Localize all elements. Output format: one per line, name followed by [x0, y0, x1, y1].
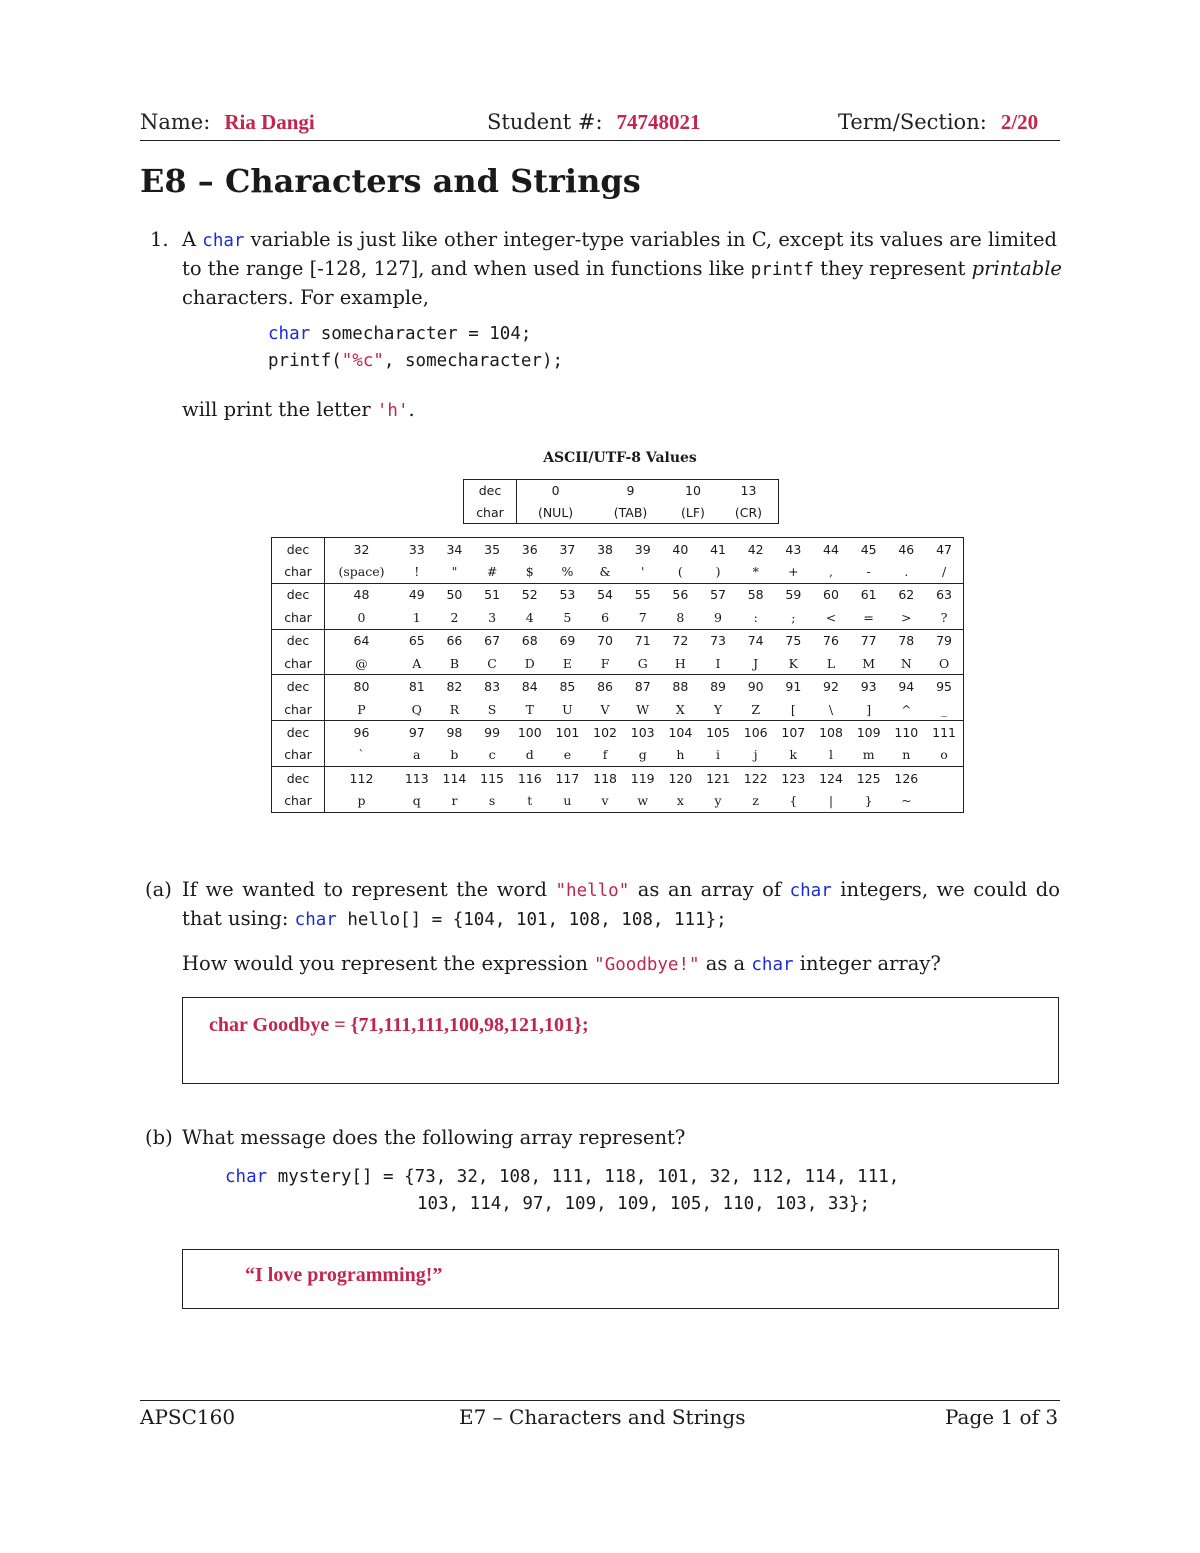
ascii-char-cell: /	[941, 564, 947, 580]
ascii-char-cell: O	[938, 655, 950, 671]
ascii-char-cell: G	[637, 655, 648, 671]
ascii-char-cell: J	[753, 655, 759, 671]
ascii-dec-cell: 114	[436, 767, 474, 790]
ascii-char-cell: \	[828, 701, 834, 717]
ascii-dec-cell: 58	[737, 583, 775, 606]
control-char-table	[463, 479, 779, 524]
table-dec-label: dec	[464, 480, 517, 502]
ascii-dec-cell: 120	[662, 767, 700, 790]
ascii-dec-cell: 90	[737, 675, 775, 698]
ascii-char-cell: {	[789, 793, 798, 809]
qa-text-part: If we wanted to represent the word	[182, 878, 556, 901]
ascii-dec-cell: 112	[325, 767, 398, 790]
ascii-char-cell: f	[602, 747, 608, 763]
ascii-dec-cell: 76	[812, 629, 850, 652]
ascii-char-cell: ,	[829, 564, 833, 580]
ascii-char-cell: ]	[866, 701, 872, 717]
ascii-char-cell: A	[412, 655, 422, 671]
ascii-char-cell: i	[716, 747, 721, 763]
ascii-dec-cell: 92	[812, 675, 850, 698]
ascii-dec-cell: 97	[398, 721, 436, 744]
ascii-char-cell: :	[753, 609, 758, 625]
qa-answer-box[interactable]	[182, 997, 1059, 1084]
table-char-label: char	[272, 744, 325, 767]
ascii-dec-cell: 68	[511, 629, 549, 652]
ascii-dec-cell: 87	[624, 675, 662, 698]
ascii-table-grid	[272, 538, 963, 812]
ascii-dec-cell: 59	[775, 583, 813, 606]
ascii-dec-cell: 98	[436, 721, 474, 744]
ascii-char-cell: S	[487, 701, 497, 717]
example-code	[268, 321, 563, 375]
ascii-dec-cell: 107	[775, 721, 813, 744]
ascii-dec-row	[272, 721, 963, 744]
ascii-dec-cell: 46	[898, 541, 915, 557]
ascii-char-cell: !	[414, 564, 420, 580]
ascii-char-cell: -	[866, 564, 871, 580]
control-char-cell: (CR)	[734, 504, 763, 520]
table-dec-label: dec	[272, 767, 325, 790]
ascii-dec-cell: 71	[624, 629, 662, 652]
ascii-char-cell: ?	[940, 609, 948, 625]
ascii-dec-cell: 49	[398, 583, 436, 606]
ascii-dec-cell: 72	[662, 629, 700, 652]
ascii-dec-row	[272, 767, 963, 790]
ascii-char-cell: 1	[412, 609, 421, 625]
ascii-dec-cell: 79	[925, 629, 963, 652]
qa-answer: char Goodbye = {71,111,111,100,98,121,101};	[209, 1014, 589, 1036]
q1-text-part: characters. For example,	[182, 286, 429, 309]
name-field	[140, 110, 315, 135]
ascii-char-cell: b	[450, 747, 459, 763]
ascii-dec-row	[272, 675, 963, 698]
ascii-dec-cell: 52	[511, 583, 549, 606]
ascii-char-cell: @	[355, 655, 368, 671]
ascii-char-cell: %	[561, 564, 574, 580]
ascii-dec-cell: 95	[925, 675, 963, 698]
control-char-cell: (LF)	[680, 504, 705, 520]
ascii-char-cell: ^	[901, 701, 912, 717]
ascii-dec-cell: 40	[672, 541, 689, 557]
ascii-char-cell: B	[449, 655, 460, 671]
ascii-dec-cell: 38	[597, 541, 614, 557]
ascii-char-row	[272, 606, 963, 629]
ascii-char-cell: e	[563, 747, 572, 763]
qa-question-part: How would you represent the expression	[182, 952, 595, 975]
printable-word: printable	[971, 257, 1062, 280]
ascii-char-cell: 9	[714, 609, 722, 625]
ascii-char-cell: D	[524, 655, 535, 671]
ascii-dec-cell: 103	[624, 721, 662, 744]
ascii-char-cell: w	[637, 793, 649, 809]
footer-title: E7 – Characters and Strings	[459, 1405, 746, 1429]
ascii-dec-cell: 61	[850, 583, 888, 606]
ascii-char-cell: *	[752, 564, 759, 580]
q1-text-part: A	[182, 228, 203, 251]
table-char-label: char	[272, 790, 325, 812]
ascii-dec-cell: 73	[699, 629, 737, 652]
ascii-dec-cell: 86	[586, 675, 624, 698]
printf-word: printf	[750, 260, 814, 280]
ascii-dec-cell: 121	[699, 767, 737, 790]
ascii-dec-cell: 56	[662, 583, 700, 606]
ascii-char-cell	[925, 790, 963, 812]
ascii-dec-cell: 37	[559, 541, 576, 557]
q1-text-part: they represent	[813, 257, 972, 280]
ascii-dec-cell: 34	[446, 541, 463, 557]
ascii-dec-cell: 67	[473, 629, 511, 652]
student-number-field	[487, 110, 701, 135]
ascii-dec-cell: 47	[936, 541, 953, 557]
qa-text-part: as an array of	[629, 878, 790, 901]
ascii-char-cell: U	[562, 701, 573, 717]
term-section-label: Term/Section:	[838, 110, 987, 134]
ascii-dec-cell: 66	[436, 629, 474, 652]
ascii-dec-cell: 81	[398, 675, 436, 698]
keyword-char: char	[751, 955, 794, 975]
ascii-dec-cell: 63	[925, 583, 963, 606]
control-char-cell: (NUL)	[537, 504, 574, 520]
ascii-char-cell: .	[904, 564, 909, 580]
code-text: 103, 114, 97, 109, 109, 105, 110, 103, 33};	[417, 1194, 871, 1214]
ascii-dec-row	[272, 538, 963, 560]
ascii-dec-cell: 94	[887, 675, 925, 698]
qa-question-part: integer array?	[793, 952, 941, 975]
ascii-table	[271, 537, 964, 813]
footer-page: Page 1 of 3	[945, 1405, 1059, 1429]
ascii-dec-cell: 69	[549, 629, 587, 652]
code-string: "%c"	[341, 351, 384, 371]
qa-text	[182, 876, 1060, 934]
ascii-char-cell: 2	[450, 609, 459, 625]
ascii-char-cell: Z	[751, 701, 761, 717]
ascii-dec-cell: 65	[398, 629, 436, 652]
ascii-char-cell: u	[563, 793, 572, 809]
ascii-char-cell: P	[357, 701, 366, 717]
goodbye-string: "Goodbye!"	[594, 955, 700, 975]
ascii-char-cell: M	[862, 655, 876, 671]
will-print-text	[182, 396, 415, 425]
ascii-dec-cell: 88	[662, 675, 700, 698]
ascii-char-cell: "	[451, 564, 458, 580]
ascii-dec-cell: 91	[775, 675, 813, 698]
ascii-dec-cell: 45	[860, 541, 877, 557]
ascii-char-cell: 7	[638, 609, 647, 625]
ascii-char-cell: )	[715, 564, 721, 580]
qb-label: (b)	[145, 1126, 173, 1149]
ascii-dec-cell: 101	[549, 721, 587, 744]
ascii-dec-cell: 104	[662, 721, 700, 744]
will-print-part: will print the letter	[182, 398, 377, 421]
ascii-char-cell: '	[641, 564, 645, 580]
ascii-caption: ASCII/UTF-8 Values	[543, 450, 697, 466]
ascii-char-cell: ;	[791, 609, 796, 625]
ascii-char-cell: g	[638, 747, 647, 763]
ascii-char-cell: _	[940, 701, 948, 717]
header-rule	[140, 140, 1060, 141]
ascii-char-cell: V	[600, 701, 610, 717]
q1-number: 1.	[150, 228, 169, 251]
ascii-dec-cell: 83	[473, 675, 511, 698]
name-value: Ria Dangi	[224, 110, 315, 134]
term-section-value: 2/20	[1000, 110, 1039, 134]
ascii-char-cell: l	[829, 747, 833, 763]
ascii-dec-cell: 122	[737, 767, 775, 790]
ascii-dec-cell: 123	[775, 767, 813, 790]
ascii-char-row	[272, 698, 963, 721]
ascii-dec-cell: 118	[586, 767, 624, 790]
code-keyword: char	[225, 1167, 268, 1187]
control-char-cell: (TAB)	[613, 504, 648, 520]
ascii-char-row	[272, 790, 963, 812]
mystery-code	[225, 1164, 899, 1218]
ascii-dec-cell: 51	[473, 583, 511, 606]
ascii-char-cell: X	[675, 701, 685, 717]
ascii-dec-cell	[925, 767, 963, 790]
table-dec-label: dec	[272, 629, 325, 652]
ascii-char-cell: y	[714, 793, 722, 809]
will-print-part: .	[408, 398, 415, 421]
ascii-char-cell: x	[676, 793, 684, 809]
ascii-char-cell: 4	[525, 609, 534, 625]
ascii-dec-cell: 57	[699, 583, 737, 606]
ascii-dec-cell: 53	[549, 583, 587, 606]
ascii-char-cell: n	[902, 747, 911, 763]
ascii-char-cell: k	[789, 747, 798, 763]
ascii-char-cell: 0	[357, 609, 366, 625]
ascii-char-cell: R	[449, 701, 460, 717]
ascii-dec-cell: 60	[812, 583, 850, 606]
ascii-dec-cell: 89	[699, 675, 737, 698]
ascii-char-cell: h	[676, 747, 685, 763]
ascii-dec-cell: 125	[850, 767, 888, 790]
ascii-char-cell: Y	[713, 701, 723, 717]
ascii-dec-cell: 70	[586, 629, 624, 652]
ascii-dec-cell: 124	[812, 767, 850, 790]
ascii-char-cell: z	[752, 793, 759, 809]
ascii-char-cell: p	[357, 793, 366, 809]
table-char-label: char	[272, 606, 325, 629]
ascii-char-cell: }	[864, 793, 873, 809]
table-char-label: char	[272, 560, 325, 583]
code-keyword: char	[294, 910, 337, 930]
ascii-dec-cell: 64	[325, 629, 398, 652]
ascii-char-cell: 5	[563, 609, 572, 625]
ascii-dec-cell: 50	[436, 583, 474, 606]
ascii-char-cell: K	[788, 655, 799, 671]
ascii-dec-cell: 85	[549, 675, 587, 698]
table-dec-label: dec	[272, 675, 325, 698]
ascii-char-cell: v	[601, 793, 609, 809]
ascii-dec-cell: 111	[925, 721, 963, 744]
ascii-char-cell: <	[825, 609, 837, 625]
ascii-char-cell: $	[525, 564, 534, 580]
code-keyword: char	[268, 324, 311, 344]
ascii-char-cell: `	[358, 747, 365, 763]
ascii-char-cell: t	[527, 793, 533, 809]
keyword-char: char	[202, 231, 245, 251]
ascii-char-cell: I	[715, 655, 721, 671]
ascii-dec-row	[272, 629, 963, 652]
ascii-dec-cell: 78	[887, 629, 925, 652]
ascii-char-cell: s	[488, 793, 496, 809]
ascii-char-cell: q	[412, 793, 421, 809]
ascii-char-cell: 6	[601, 609, 610, 625]
ascii-char-cell: &	[599, 564, 611, 580]
code-text: somecharacter = 104;	[310, 324, 532, 344]
ascii-dec-cell: 48	[325, 583, 398, 606]
ascii-dec-cell: 74	[737, 629, 775, 652]
ascii-dec-row	[272, 583, 963, 606]
ascii-dec-cell: 33	[408, 541, 425, 557]
code-text: , somecharacter);	[383, 351, 564, 371]
ascii-dec-cell: 43	[785, 541, 802, 557]
ascii-dec-cell: 42	[747, 541, 764, 557]
qa-text-part: integers, we could do that using:	[182, 878, 1060, 930]
ascii-dec-cell: 102	[586, 721, 624, 744]
student-number-value: 74748021	[616, 110, 701, 134]
page-title: E8 – Characters and Strings	[140, 162, 641, 200]
qb-answer-box[interactable]	[182, 1249, 1059, 1309]
code-text: mystery[] = {73, 32, 108, 111, 118, 101, 32, 112, 114, 111,	[267, 1167, 900, 1187]
ascii-dec-cell: 39	[634, 541, 651, 557]
ascii-char-cell: [	[790, 701, 796, 717]
ascii-char-cell: Q	[411, 701, 422, 717]
ascii-char-cell: c	[488, 747, 496, 763]
ascii-char-cell: T	[525, 701, 534, 717]
ascii-dec-cell: 36	[521, 541, 538, 557]
table-char-label: char	[272, 698, 325, 721]
keyword-char: char	[789, 881, 832, 901]
ascii-char-cell: (	[677, 564, 683, 580]
ascii-dec-cell: 99	[473, 721, 511, 744]
table-dec-label: dec	[272, 583, 325, 606]
ascii-dec-cell: 96	[325, 721, 398, 744]
qb-question: What message does the following array represent?	[182, 1126, 686, 1149]
qb-answer: “I love programming!”	[245, 1264, 443, 1286]
ascii-char-cell: N	[900, 655, 912, 671]
ascii-dec-cell: 77	[850, 629, 888, 652]
control-dec-cell: 9	[626, 483, 635, 499]
footer-rule	[140, 1400, 1060, 1401]
ascii-dec-cell: 115	[473, 767, 511, 790]
ascii-char-cell: >	[901, 609, 912, 625]
ascii-char-cell: E	[562, 655, 572, 671]
ascii-dec-cell: 35	[484, 541, 501, 557]
ascii-dec-cell: 119	[624, 767, 662, 790]
ascii-dec-cell: 106	[737, 721, 775, 744]
ascii-char-cell: W	[636, 701, 650, 717]
ascii-dec-cell: 55	[624, 583, 662, 606]
ascii-dec-cell: 32	[353, 541, 370, 557]
ascii-char-cell: r	[451, 793, 458, 809]
hello-string: "hello"	[555, 881, 630, 901]
ascii-char-cell: d	[525, 747, 534, 763]
ascii-dec-cell: 82	[436, 675, 474, 698]
ascii-char-cell: ~	[901, 793, 912, 809]
ascii-dec-cell: 100	[511, 721, 549, 744]
ascii-char-cell: =	[863, 609, 874, 625]
letter-h: 'h'	[376, 401, 409, 421]
hello-array-code: hello[] = {104, 101, 108, 108, 111};	[336, 910, 727, 930]
term-section-field	[838, 110, 1038, 135]
ascii-dec-cell: 116	[511, 767, 549, 790]
ascii-dec-cell: 41	[710, 541, 726, 557]
ascii-char-row	[272, 560, 963, 583]
student-number-label: Student #:	[487, 110, 603, 134]
table-dec-label: dec	[272, 538, 325, 560]
ascii-char-cell: +	[788, 564, 799, 580]
ascii-char-cell: a	[413, 747, 421, 763]
ascii-dec-cell: 108	[812, 721, 850, 744]
ascii-char-cell: F	[600, 655, 610, 671]
control-dec-cell: 10	[685, 483, 701, 499]
ascii-char-cell: |	[828, 793, 834, 809]
ascii-char-cell: H	[674, 655, 686, 671]
table-char-label: char	[464, 502, 517, 524]
ascii-dec-cell: 93	[850, 675, 888, 698]
code-text: printf(	[268, 351, 342, 371]
ascii-char-cell: 8	[676, 609, 685, 625]
control-dec-cell: 13	[740, 483, 757, 499]
control-dec-cell: 0	[551, 483, 560, 499]
q1-text	[182, 226, 1062, 312]
ascii-char-cell: #	[486, 564, 498, 580]
ascii-dec-cell: 84	[511, 675, 549, 698]
q1-text-part: variable is just like other integer-type variables in C, except its values are limited to the range [-128, 127], and when used in functions like	[182, 228, 1058, 280]
ascii-char-cell: j	[753, 747, 758, 763]
ascii-char-cell: C	[487, 655, 497, 671]
ascii-char-cell: m	[862, 747, 875, 763]
ascii-char-cell: o	[940, 747, 948, 763]
ascii-dec-cell: 117	[549, 767, 587, 790]
footer-course: APSC160	[140, 1405, 236, 1429]
qa-question-part: as a	[699, 952, 752, 975]
ascii-char-row	[272, 652, 963, 675]
ascii-char-cell: L	[826, 655, 836, 671]
qa-question	[182, 950, 941, 979]
qa-label: (a)	[145, 878, 172, 901]
table-char-label: char	[272, 652, 325, 675]
ascii-char-cell: 3	[488, 609, 497, 625]
ascii-dec-cell: 109	[850, 721, 888, 744]
ascii-dec-cell: 62	[887, 583, 925, 606]
ascii-dec-cell: 44	[823, 541, 839, 557]
ascii-dec-cell: 54	[586, 583, 624, 606]
ascii-char-row	[272, 744, 963, 767]
ascii-dec-cell: 126	[887, 767, 925, 790]
ascii-dec-cell: 113	[398, 767, 436, 790]
ascii-char-cell: (space)	[338, 564, 385, 580]
ascii-dec-cell: 75	[775, 629, 813, 652]
table-dec-label: dec	[272, 721, 325, 744]
ascii-dec-cell: 110	[887, 721, 925, 744]
ascii-dec-cell: 105	[699, 721, 737, 744]
ascii-dec-cell: 80	[325, 675, 398, 698]
name-label: Name:	[140, 110, 211, 134]
